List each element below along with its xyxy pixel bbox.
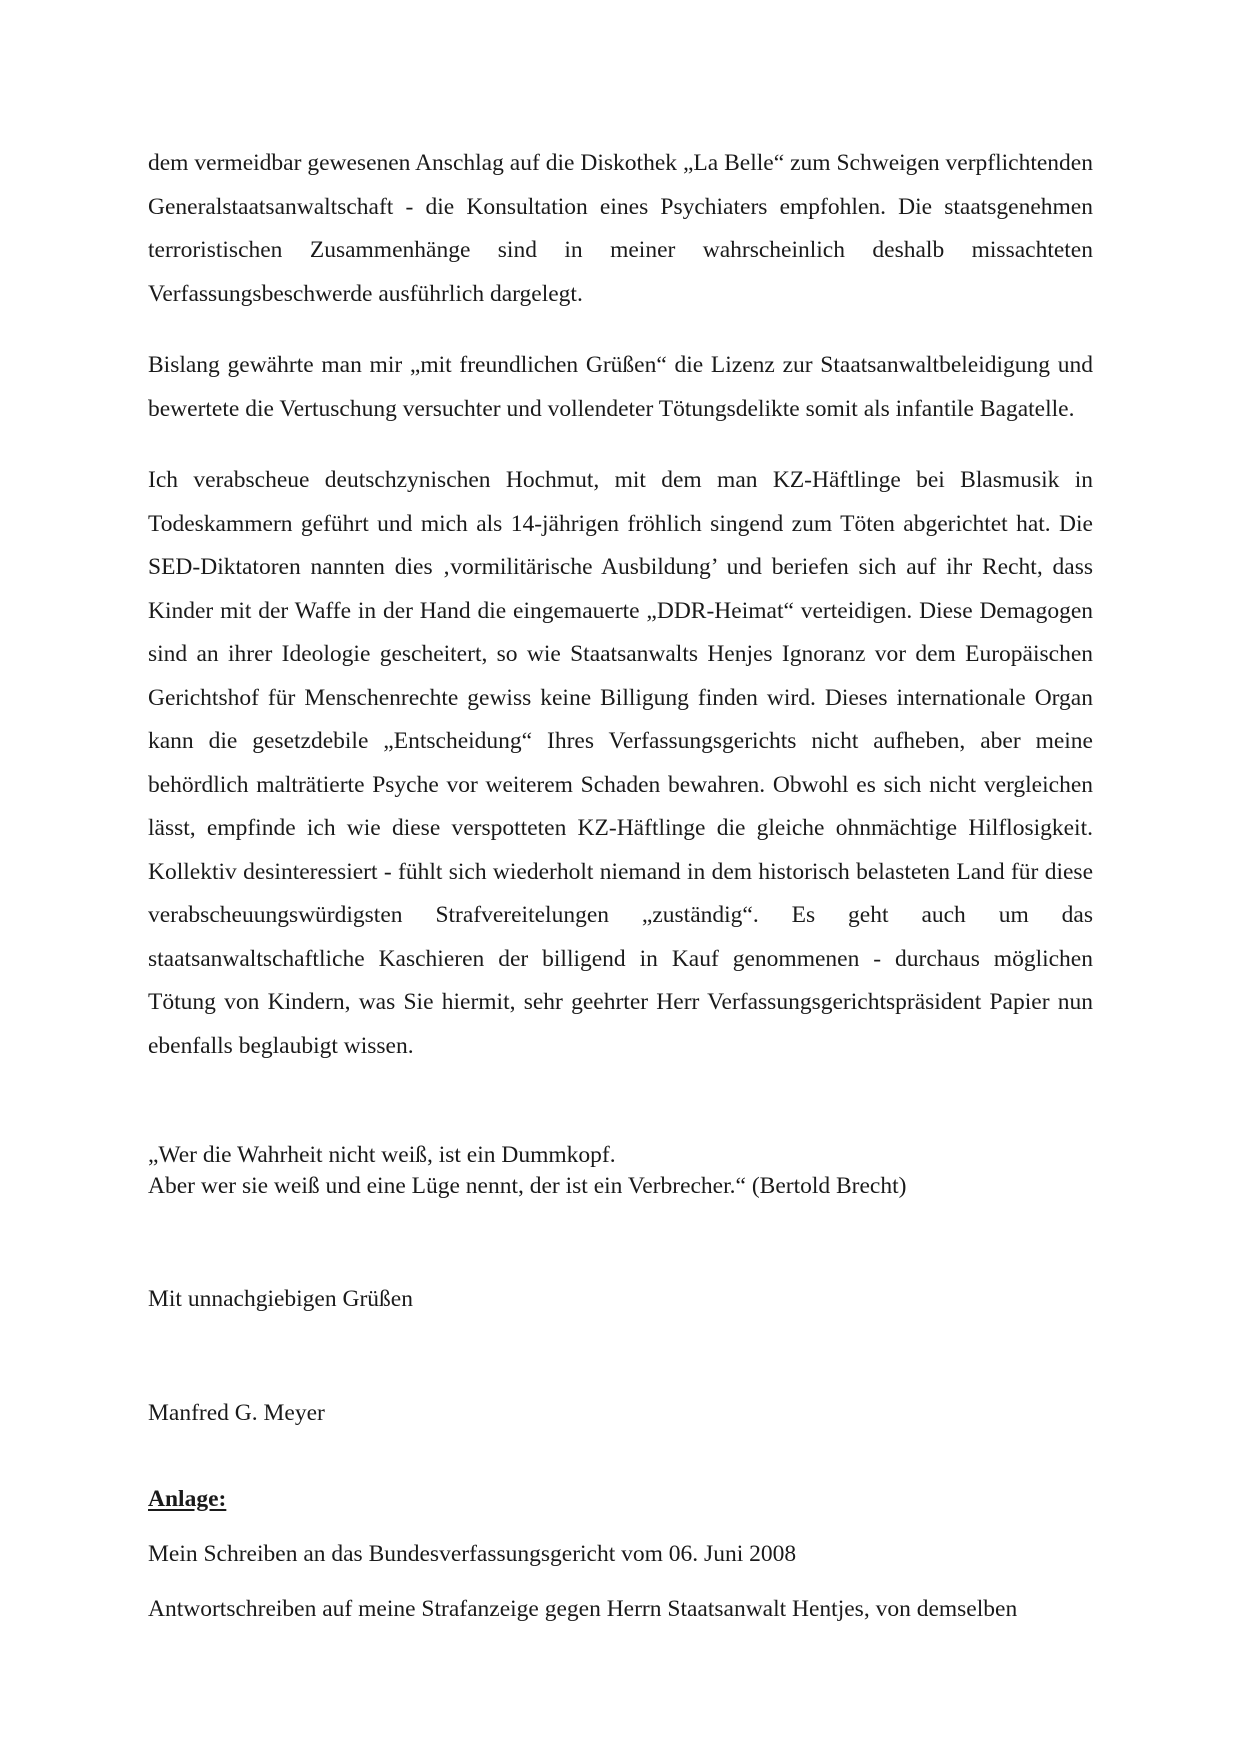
attachment-item: Mein Schreiben an das Bundesverfassungsgericht vom 06. Juni 2008 [148,1541,797,1567]
closing-greeting: Mit unnachgiebigen Grüßen [148,1286,413,1312]
letter-body [148,142,1093,1068]
attachment-item: Antwortschreiben auf meine Strafanzeige gegen Herrn Staatsanwalt Hentjes, von demselben [148,1596,1018,1622]
quote-line-1: „Wer die Wahrheit nicht weiß, ist ein Dummkopf. [148,1142,616,1168]
paragraph-2: Bislang gewährte man mir „mit freundlichen Grüßen“ die Lizenz zur Staatsanwaltbeleidigung und bewertete die Vertuschung versuchter und vollendeter Tötungsdelikte somit als infantile Bagatelle. [148,352,1093,422]
paragraph-1: dem vermeidbar gewesenen Anschlag auf die Diskothek „La Belle“ zum Schweigen verpflichtenden Generalstaatsanwaltschaft - die Konsultation eines Psychiaters empfohlen. Die staatsgenehmen terroristischen Zusammenhänge sind in meiner wahrscheinlich deshalb missachteten Verfassungsbeschwerde ausführlich dargelegt. [148,150,1093,307]
paragraph-gap [148,431,1093,459]
paragraph-3: Ich verabscheue deutschzynischen Hochmut, mit dem man KZ-Häftlinge bei Blasmusik in Todeskammern geführt und mich als 14-jährigen fröhlich singend zum Töten abgerichtet hat. Die SED-Diktatoren nannten dies ‚vormilitärische Ausbildung’ und beriefen sich auf ihr Recht, dass Kinder mit der Waffe in der Hand die eingemauerte „DDR-Heimat“ verteidigen. Diese Demagogen sind an ihrer Ideologie gescheitert, so wie Staatsanwalts Henjes Ignoranz vor dem Europäischen Gerichtshof für Menschenrechte gewiss keine Billigung finden wird. Dieses internationale Organ kann die gesetzdebile „Entscheidung“ Ihres Verfassungsgerichts nicht aufheben, aber meine behördlich malträtierte Psyche vor weiterem Schaden bewahren. Obwohl es sich nicht vergleichen lässt, empfinde ich wie diese verspotteten KZ-Häftlinge die gleiche ohnmächtige Hilflosigkeit. Kollektiv desinteressiert - fühlt sich wiederholt niemand in dem historisch belasteten Land für diese verabscheuungswürdigsten Strafvereitelungen „zuständig“. Es geht auch um das staatsanwaltschaftliche Kaschieren der billigend in Kauf genommenen - durchaus möglichen Tötung von Kindern, was Sie hiermit, sehr geehrter Herr Verfassungsgerichtspräsident Papier nun ebenfalls beglaubigt wissen. [148,467,1093,1059]
attachments-heading: Anlage: [148,1486,227,1512]
quote-line-2: Aber wer sie weiß und eine Lüge nennt, der ist ein Verbrecher.“ (Bertold Brecht) [148,1173,907,1199]
signature-name: Manfred G. Meyer [148,1400,325,1426]
paragraph-gap [148,316,1093,344]
brecht-quote [148,1140,1093,1202]
